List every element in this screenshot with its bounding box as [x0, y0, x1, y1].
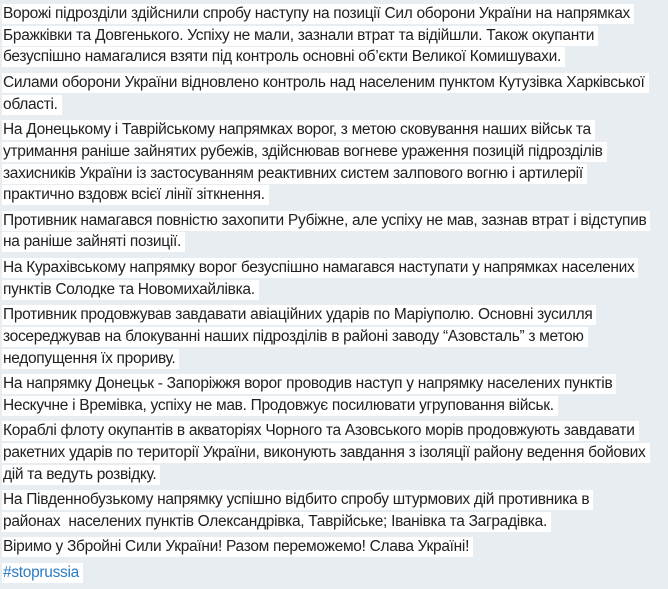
text-line [2, 279, 668, 301]
text-line [2, 442, 668, 464]
paragraph [2, 257, 668, 300]
text-line [2, 72, 668, 94]
text-line [2, 25, 668, 47]
text-line [2, 257, 668, 279]
hashtag-link[interactable]: #stoprussia [2, 563, 83, 583]
paragraph [2, 3, 668, 68]
highlighted-text: ракетних ударів по території України, виконують завдання з ізоляції району ведення бойових [2, 443, 650, 463]
text-line [2, 141, 668, 163]
highlighted-text: На Південнобузькому напрямку успішно відбито спробу штурмових дій противника в [2, 490, 593, 510]
text-line [2, 184, 668, 206]
post-body [2, 3, 668, 558]
text-line [2, 3, 668, 25]
text-line [2, 163, 668, 185]
highlighted-text: недопущення їх прориву. [2, 349, 179, 369]
highlighted-text: захисників України із застосуванням реактивних систем залпового вогню і артилерії [2, 164, 587, 184]
paragraph [2, 536, 668, 558]
text-line [2, 373, 668, 395]
text-line [2, 46, 668, 68]
text-line [2, 326, 668, 348]
highlighted-text: на раніше зайняті позиції. [2, 232, 185, 252]
paragraph [2, 489, 668, 532]
highlighted-text: практично вздовж всієї лінії зіткнення. [2, 185, 269, 205]
highlighted-text: Противник намагався повністю захопити Рубіжне, але успіху не мав, зазнав втрат і відступив [2, 211, 650, 231]
highlighted-text: Силами оборони України відновлено контроль над населеним пунктом Кутузівка Харківської [2, 73, 649, 93]
highlighted-text: зосереджував на блокуванні наших підрозділів в районі заводу “Азовсталь” з метою [2, 327, 588, 347]
text-line [2, 231, 668, 253]
text-line [2, 489, 668, 511]
text-line [2, 119, 668, 141]
text-line [2, 304, 668, 326]
text-line [2, 395, 668, 417]
highlighted-text: Кораблі флоту окупантів в акваторіях Чорного та Азовського морів продовжують завдавати [2, 421, 639, 441]
highlighted-text: Противник продовжував завдавати авіаційних ударів по Маріуполю. Основні зусилля [2, 305, 596, 325]
highlighted-text: Віримо у Збройні Сили України! Разом переможемо! Слава Україні! [2, 537, 473, 557]
paragraph [2, 420, 668, 485]
highlighted-text: Ворожі підрозділи здійснили спробу наступу на позиції Сил оборони України на напрямках [2, 4, 634, 24]
highlighted-text: області. [2, 95, 62, 115]
highlighted-text: пунктів Солодке та Новомихайлівка. [2, 280, 259, 300]
highlighted-text: районах населених пунктів Олександрівка, Таврійське; Іванівка та Заградівка. [2, 512, 551, 532]
hashtag-paragraph [2, 562, 668, 584]
highlighted-text: безуспішно намагалися взяти під контроль основні об’єкти Великої Комишувахи. [2, 47, 565, 67]
text-line [2, 210, 668, 232]
paragraph [2, 72, 668, 115]
highlighted-text: дій та ведуть розвідку. [2, 465, 160, 485]
highlighted-text: На Донецькому і Таврійському напрямках ворог, з метою сковування наших військ та [2, 120, 595, 140]
paragraph [2, 210, 668, 253]
highlighted-text: утримання раніше зайнятих рубежів, здійснював вогневе ураження позицій підрозділів [2, 142, 607, 162]
highlighted-text: Нескучне і Времівка, успіху не мав. Продовжує посилювати угруповання військ. [2, 396, 558, 416]
text-line [2, 464, 668, 486]
paragraph [2, 373, 668, 416]
paragraph [2, 119, 668, 206]
highlighted-text: Бражківки та Довгенького. Успіху не мали, зазнали втрат та відійшли. Також окупанти [2, 26, 598, 46]
text-line [2, 94, 668, 116]
text-line [2, 420, 668, 442]
text-line [2, 348, 668, 370]
highlighted-text: На Курахівському напрямку ворог безуспішно намагався наступати у напрямках населених [2, 258, 638, 278]
hashtag-line [2, 563, 83, 583]
text-line [2, 536, 668, 558]
paragraph [2, 304, 668, 369]
highlighted-text: На напрямку Донецьк - Запоріжжя ворог проводив наступ у напрямку населених пунктів [2, 374, 616, 394]
text-line [2, 511, 668, 533]
